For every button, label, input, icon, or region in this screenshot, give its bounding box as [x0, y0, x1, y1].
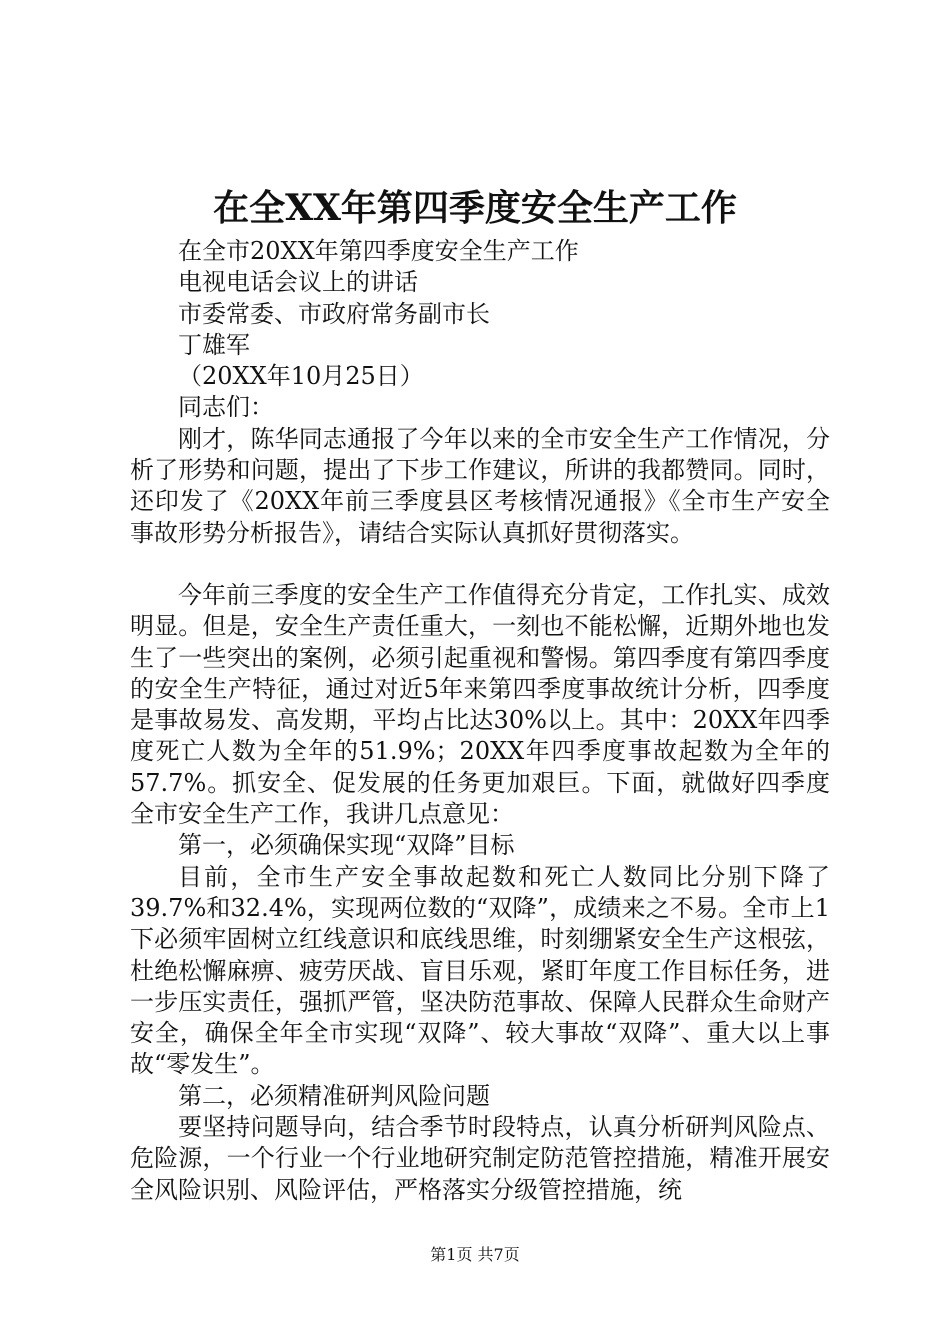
document-title: 在全XX年第四季度安全生产工作: [213, 187, 737, 229]
header-line: 市委常委、市政府常务副市长: [178, 299, 490, 328]
body-paragraph: 要坚持问题导向，结合季节时段特点，认真分析研判风险点、危险源，一个行业一个行业地研究制定防范管控措施，精准开展安全风险识别、风险评估，严格落实分级管控措施，统: [130, 1113, 830, 1204]
section-heading: 第二，必须精准研判风险问题: [178, 1081, 490, 1110]
body-paragraph: 今年前三季度的安全生产工作值得充分肯定，工作扎实、成效明显。但是，安全生产责任重大，一刻也不能松懈，近期外地也发生了一些突出的案例，必须引起重视和警惕。第四季度有第四季度的安全生产特征，通过对近5年来第四季度事故统计分析，四季度是事故易发、高发期，平均占比达30%以上。其中：20XX年四季度死亡人数为全年的51.9%；20XX年四季度事故起数为全年的57.7%。抓安全、促发展的任务更加艰巨。下面，就做好四季度全市安全生产工作，我讲几点意见：: [130, 580, 830, 829]
document-body: [130, 236, 830, 1206]
header-line: 电视电话会议上的讲话: [178, 268, 418, 297]
header-line: 丁雄军: [178, 330, 250, 359]
header-line: 在全市20XX年第四季度安全生产工作: [178, 237, 579, 265]
salutation: 同志们：: [178, 393, 274, 422]
section-heading: 第一，必须确保实现“双降”目标: [178, 831, 515, 860]
page-number-footer: 第1页 共7页: [430, 1245, 520, 1264]
body-paragraph: 目前，全市生产安全事故起数和死亡人数同比分别下降了39.7%和32.4%，实现两位数的“双降”，成绩来之不易。全市上1下必须牢固树立红线意识和底线思维，时刻绷紧安全生产这根弦，杜绝松懈麻痹、疲劳厌战、盲目乐观，紧盯年度工作目标任务，进一步压实责任，强抓严管，坚决防范事故、保障人民群众生命财产安全，确保全年全市实现“双降”、较大事故“双降”、重大以上事故“零发生”。: [130, 862, 830, 1079]
body-paragraph: 刚才，陈华同志通报了今年以来的全市安全生产工作情况，分析了形势和问题，提出了下步工作建议，所讲的我都赞同。同时，还印发了《20XX年前三季度县区考核情况通报》《全市生产安全事故形势分析报告》，请结合实际认真抓好贯彻落实。: [130, 424, 830, 547]
header-line: （20XX年10月25日）: [178, 362, 424, 391]
